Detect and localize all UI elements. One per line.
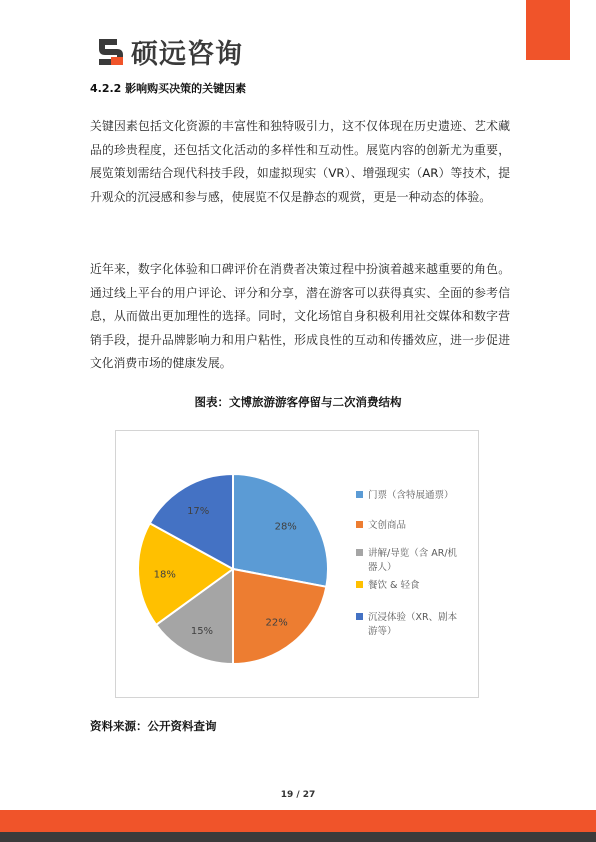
legend-swatch-4 [356, 613, 363, 620]
header-accent-block [526, 0, 570, 60]
legend-label-4: 沉浸体验（XR、剧本 [368, 612, 458, 623]
legend-label-0: 门票（含特展通票） [368, 490, 454, 501]
legend-label-3: 餐饮 & 轻食 [368, 580, 420, 591]
brand-logo [97, 32, 243, 71]
pie-slice-label-0: 28% [274, 521, 297, 533]
legend-swatch-2 [356, 549, 363, 556]
pie-slice-label-3: 18% [153, 569, 176, 581]
brand-logo-icon [97, 37, 125, 67]
footer-dark-strip [0, 832, 596, 842]
brand-name: 硕远咨询 [131, 39, 243, 70]
legend-swatch-1 [356, 521, 363, 528]
pie-slice-label-1: 22% [265, 617, 288, 629]
pie-chart-canvas [116, 431, 480, 699]
figure-title: 图表：文博旅游游客停留与二次消费结构 [194, 395, 402, 409]
legend-label-1: 文创商品 [368, 520, 407, 531]
paragraph-digital-experience: 近年来，数字化体验和口碑评价在消费者决策过程中扮演着越来越重要的角色。通过线上平台的用户评论、评分和分享，潜在游客可以获得真实、全面的参考信息，从而做出更加理性的选择。同时，文化场馆自身积极利用社交媒体和数字营销手段，提升品牌影响力和用户粘性，形成良性的互动和传播效应，进一步促进文化消费市场的健康发展。 [90, 262, 510, 370]
legend-label-2: 讲解/导览（含 AR/机 [368, 548, 458, 559]
paragraph-key-factors: 关键因素包括文化资源的丰富性和独特吸引力，这不仅体现在历史遗迹、艺术藏品的珍贵程度，还包括文化活动的多样性和互动性。展览内容的创新尤为重要，展览策划需结合现代科技手段，如虚拟现实（VR）、增强现实（AR）等技术，提升观众的沉浸感和参与感，使展览不仅是静态的观赏，更是一种动态的体验。 [90, 119, 510, 204]
page-number: 19 / 27 [280, 790, 316, 800]
source-note: 资料来源：公开资料查询 [90, 719, 217, 733]
legend-label-4-line1: 游等） [368, 626, 397, 637]
pie-slice-1 [233, 569, 326, 664]
legend-label-2-line1: 器人） [368, 562, 397, 573]
pie-slice-label-4: 17% [187, 506, 210, 518]
legend-swatch-0 [356, 491, 363, 498]
legend-swatch-3 [356, 581, 363, 588]
pie-slice-label-2: 15% [190, 625, 214, 637]
pie-chart [115, 430, 479, 698]
section-heading: 4.2.2 影响购买决策的关键因素 [90, 82, 247, 95]
